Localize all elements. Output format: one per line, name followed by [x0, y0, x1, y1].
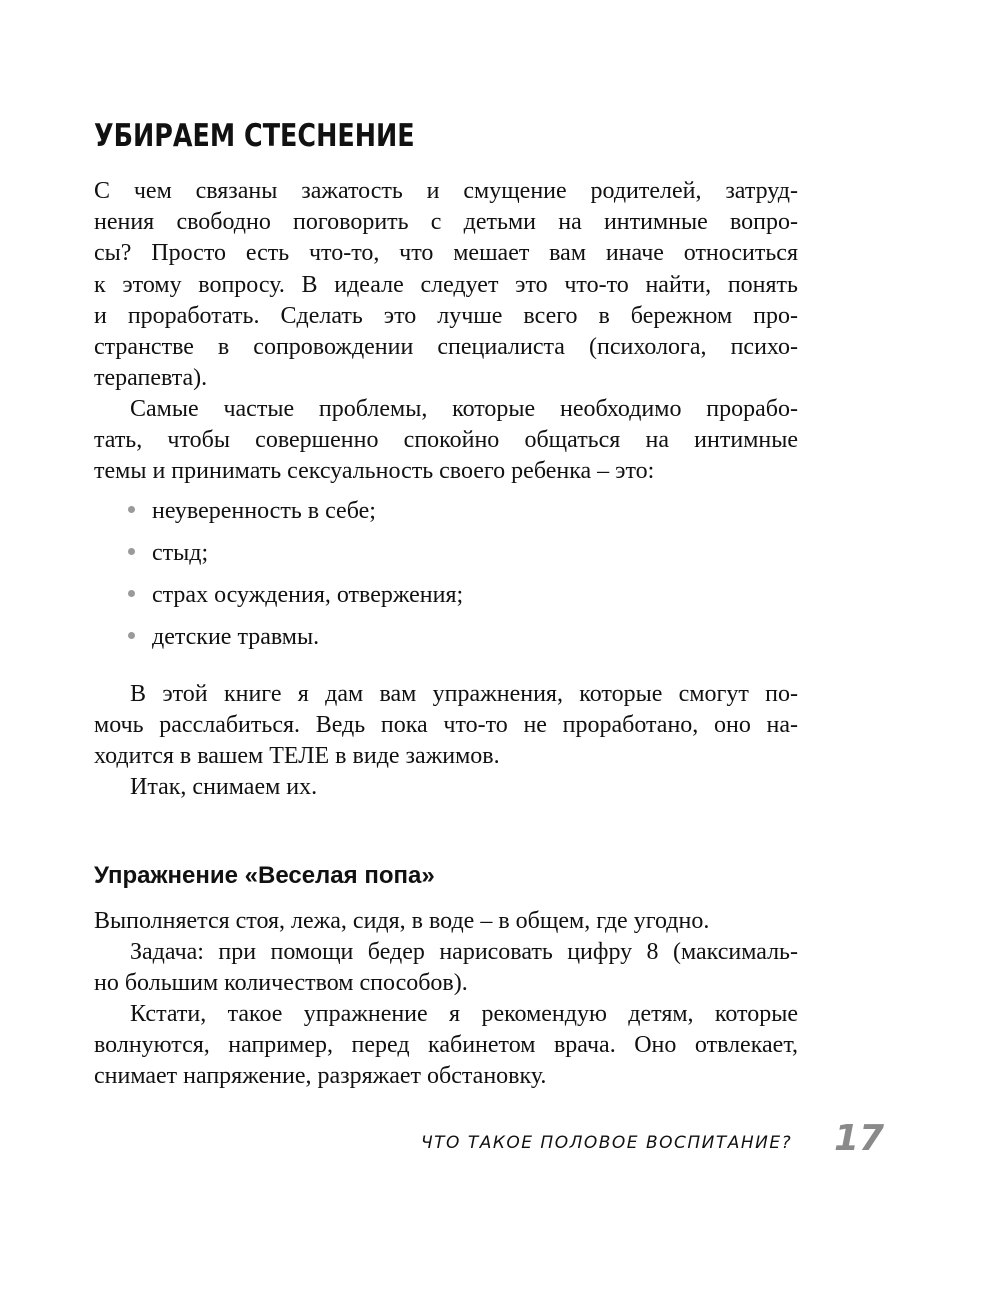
text-line: Итак, снимаем их.	[130, 774, 318, 800]
page-number: 17	[834, 1118, 885, 1159]
text-line: Самые частые проблемы, которые необходимо прорабо-	[130, 396, 798, 422]
bullet-icon	[128, 548, 135, 555]
bullet-icon	[128, 590, 135, 597]
text-line: С чем связаны зажатость и смущение родителей, затруд-	[94, 178, 798, 204]
text-line: тать, чтобы совершенно спокойно общаться на интимные	[94, 427, 798, 454]
closing-paragraph-2	[94, 772, 798, 803]
list-item	[128, 574, 463, 616]
text-line: мочь расслабиться. Ведь пока что-то не проработано, оно на-	[94, 712, 798, 739]
text-line: снимает напряжение, разряжает обстановку.	[94, 1063, 547, 1090]
running-footer-title: ЧТО ТАКОЕ ПОЛОВОЕ ВОСПИТАНИЕ?	[421, 1133, 793, 1153]
list-item	[128, 616, 463, 658]
text-line: к этому вопросу. В идеале следует это что-то найти, понять	[94, 271, 798, 298]
exercise-paragraph-3	[94, 999, 798, 1093]
exercise-title: Упражнение «Веселая попа»	[94, 862, 435, 889]
closing-paragraph-1	[94, 679, 798, 773]
text-line: ходится в вашем ТЕЛЕ в виде зажимов.	[94, 743, 500, 770]
text-line: Задача: при помощи бедер нарисовать цифру 8 (максималь-	[130, 939, 798, 965]
intro-paragraph-2	[94, 394, 798, 488]
list-item-text: неуверенность в себе;	[152, 497, 376, 524]
bullet-icon	[128, 506, 135, 513]
list-item-text: страх осуждения, отвержения;	[152, 581, 464, 608]
text-line: нения свободно поговорить с детьми на интимные вопро-	[94, 209, 798, 236]
exercise-paragraph-1	[94, 906, 798, 937]
intro-paragraph-1	[94, 176, 798, 394]
text-line: сы? Просто есть что-то, что мешает вам иначе относиться	[94, 240, 798, 267]
text-line: но большим количеством способов).	[94, 970, 468, 997]
list-item-text: стыд;	[152, 539, 209, 566]
section-title: УБИРАЕМ СТЕСНЕНИЕ	[94, 118, 415, 154]
list-item	[128, 490, 463, 532]
text-line: Выполняется стоя, лежа, сидя, в воде – в общем, где угодно.	[94, 908, 710, 934]
text-line: Кстати, такое упражнение я рекомендую детям, которые	[130, 1001, 798, 1027]
list-item	[128, 532, 463, 574]
text-line: волнуются, например, перед кабинетом врача. Оно отвлекает,	[94, 1032, 798, 1059]
bullet-icon	[128, 632, 135, 639]
text-line: терапевта).	[94, 365, 208, 392]
problems-list	[128, 490, 463, 658]
text-line: темы и принимать сексуальность своего ребенка – это:	[94, 458, 655, 485]
list-item-text: детские травмы.	[152, 623, 320, 650]
text-line: странстве в сопровождении специалиста (психолога, психо-	[94, 334, 798, 361]
text-line: и проработать. Сделать это лучше всего в бережном про-	[94, 302, 798, 329]
exercise-paragraph-2	[94, 937, 798, 999]
text-line: В этой книге я дам вам упражнения, которые смогут по-	[130, 681, 798, 707]
